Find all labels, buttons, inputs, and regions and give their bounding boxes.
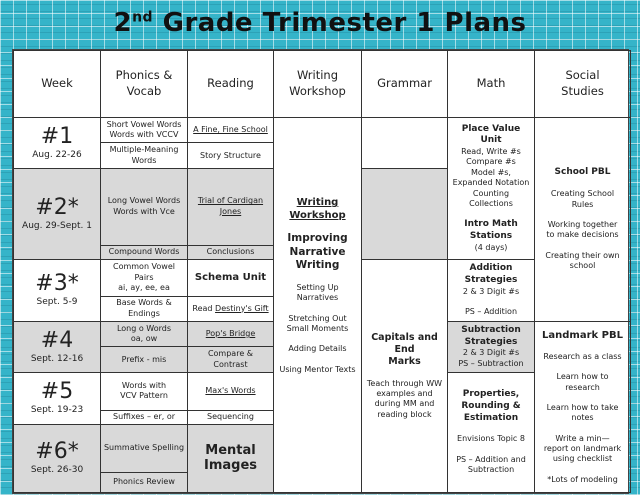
phonics-cell: Long o Words oa, ow <box>101 322 188 347</box>
phonics-cell: Base Words & Endings <box>101 296 188 321</box>
math-properties-cell: Properties, Rounding & Estimation Envisions Topic 8 PS – Addition and Subtraction <box>448 372 535 492</box>
phonics-cell: Words with VCV Pattern <box>101 372 188 410</box>
writing-workshop-title: Writing Workshop <box>289 197 346 221</box>
phonics-cell: Long Vowel Words Words with Vce <box>101 168 188 245</box>
writing-item: Setting Up Narratives <box>296 282 339 303</box>
header-row <box>14 51 631 118</box>
phonics-cell: Summative Spelling <box>101 424 188 472</box>
grammar-capitals-cell: Capitals and End Marks Teach through WW examples and during MM and reading block <box>362 259 448 492</box>
reading-cell: A Fine, Fine School <box>188 118 274 143</box>
week-cell-4: #4 Sept. 12-16 <box>14 322 101 373</box>
social-landmark-pbl-cell: Landmark PBL Research as a class Learn how to research Learn how to take notes Write a min— report on landmark using checklist *Lots of modeling <box>535 322 631 493</box>
week-cell-2: #2* Aug. 29-Sept. 1 <box>14 168 101 259</box>
week-cell-3: #3* Sept. 5-9 <box>14 259 101 321</box>
header-week: Week <box>14 51 101 118</box>
header-social: Social Studies <box>535 51 631 118</box>
reading-cell: Max's Words <box>188 372 274 410</box>
reading-cell: Compare & Contrast <box>188 347 274 372</box>
header-writing: Writing Workshop <box>274 51 362 118</box>
math-addition-cell: Addition Strategies 2 & 3 Digit #s PS – Addition <box>448 259 535 321</box>
social-school-pbl-cell: School PBL Creating School Rules Working together to make decisions Creating their own school <box>535 118 631 322</box>
header-math: Math <box>448 51 535 118</box>
reading-cell: Read Destiny's Gift <box>188 296 274 321</box>
writing-item: Stretching Out Small Moments <box>286 313 349 334</box>
header-phonics: Phonics & Vocab <box>101 51 188 118</box>
reading-cell: Schema Unit <box>188 259 274 296</box>
phonics-cell: Suffixes – er, or <box>101 410 188 424</box>
phonics-cell: Multiple-Meaning Words <box>101 143 188 168</box>
writing-workshop-cell <box>274 118 362 493</box>
writing-item: Using Mentor Texts <box>279 364 356 374</box>
math-place-value-cell: Place Value Unit Read, Write #s Compare #s Model #s, Expanded Notation Counting Collections Intro Math Stations (4 days) <box>448 118 535 260</box>
week-cell-5: #5 Sept. 19-23 <box>14 372 101 424</box>
header-grammar: Grammar <box>362 51 448 118</box>
math-subtraction-cell: Subtraction Strategies 2 & 3 Digit #s PS – Subtraction <box>448 322 535 373</box>
plans-table <box>13 50 631 493</box>
reading-cell: Pop's Bridge <box>188 322 274 347</box>
header-reading: Reading <box>188 51 274 118</box>
week-cell-6: #6* Sept. 26-30 <box>14 424 101 492</box>
phonics-cell: Compound Words <box>101 245 188 259</box>
reading-cell: Conclusions <box>188 245 274 259</box>
reading-cell: Trial of Cardigan Jones <box>188 168 274 245</box>
plans-sheet <box>12 49 629 494</box>
page-title: 2nd Grade Trimester 1 Plans <box>113 8 527 38</box>
reading-cell: Story Structure <box>188 143 274 168</box>
phonics-cell: Phonics Review <box>101 473 188 493</box>
grammar-cell-2 <box>362 168 448 259</box>
phonics-cell: Common Vowel Pairs ai, ay, ee, ea <box>101 259 188 296</box>
reading-cell-mental-images: Mental Images <box>188 424 274 492</box>
reading-cell: Sequencing <box>188 410 274 424</box>
grammar-cell-1 <box>362 118 448 169</box>
phonics-cell: Short Vowel Words Words with VCCV <box>101 118 188 143</box>
writing-unit-title: Improving Narrative Writing <box>287 232 348 272</box>
week-cell-1: #1 Aug. 22-26 <box>14 118 101 169</box>
writing-item: Adding Details <box>288 344 347 354</box>
phonics-cell: Prefix - mis <box>101 347 188 372</box>
